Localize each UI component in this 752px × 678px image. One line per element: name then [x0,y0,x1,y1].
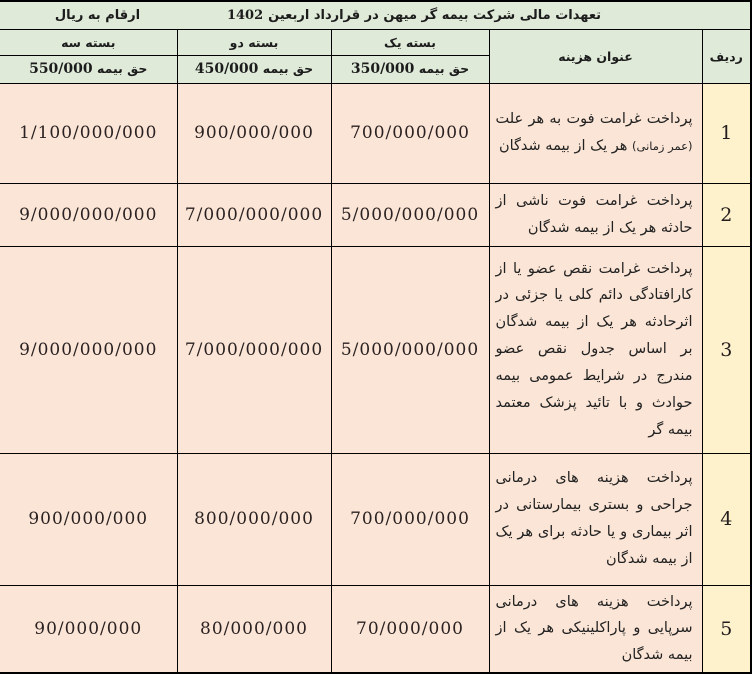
premium-amount: 350/000 [350,61,415,77]
value-package-3: 9/000/000/000 [0,246,177,453]
value-package-1: 700/000/000 [331,453,489,585]
column-header-package-1: بسته یک [331,29,489,55]
page-title-year: 1402 [226,7,264,23]
value-package-3: 1/100/000/000 [0,83,177,183]
page-title [78,2,750,29]
value-package-1: 5/000/000/000 [331,183,489,246]
title-cell [0,1,751,29]
value-package-1: 5/000/000/000 [331,246,489,453]
title-row [0,1,751,29]
expense-text: پرداخت غرامت فوت به هر علت [495,111,693,128]
value-package-3: 90/000/000 [0,585,177,673]
table-row [0,453,751,585]
value-package-2: 80/000/000 [177,585,331,673]
premium-label: حق بیمه [97,61,148,76]
value-package-2: 900/000/000 [177,83,331,183]
premium-amount: 550/000 [29,61,93,77]
column-header-package-3: بسته سه [0,29,177,55]
table-row [0,585,751,673]
value-package-2: 7/000/000/000 [177,183,331,246]
table-row [0,83,751,183]
expense-description: پرداخت غرامت فوت ناشی از حادثه هر یک از بیمه شدگان [489,183,702,246]
expense-description [489,83,702,183]
header-row-packages [0,29,751,55]
row-number: 3 [702,246,751,453]
row-number: 2 [702,183,751,246]
premium-package-3 [0,55,177,83]
page-title-text: تعهدات مالی شرکت بیمه گر میهن در قرارداد اربعین [268,7,602,23]
row-number: 5 [702,585,751,673]
expense-description: پرداخت هزینه های درمانی جراحی و بستری بیمارستانی در اثر بیماری و یا حادثه برای هر یک از بیمه شدگان [489,453,702,585]
expense-text: هر یک از بیمه شدگان [498,138,632,154]
table-row [0,246,751,453]
expense-text-small: (عمر زمانی) [632,139,693,153]
value-package-3: 9/000/000/000 [0,183,177,246]
table-row [0,183,751,246]
premium-package-2 [177,55,331,83]
premium-label: حق بیمه [262,61,314,76]
value-package-1: 70/000/000 [331,585,489,673]
column-header-package-2: بسته دو [177,29,331,55]
expense-description: پرداخت هزینه های درمانی سرپایی و پاراکلینیکی هر یک از بیمه شدگان [489,585,702,673]
expense-description: پرداخت غرامت نقص عضو یا از کارافتادگی دائم کلی یا جزئی در اثرحادثه هر یک از بیمه شدگان بر اساس جدول نقص عضو مندرج در شرایط عمومی بیمه حوادث و با تائید پزشک معتمد بیمه گر [489,246,702,453]
currency-note: ارقام به ریال [54,7,141,23]
column-header-expense-title: عنوان هزینه [489,29,702,83]
row-number: 1 [702,83,751,183]
value-package-3: 900/000/000 [0,453,177,585]
row-number: 4 [702,453,751,585]
value-package-1: 700/000/000 [331,83,489,183]
premium-amount: 450/000 [194,61,259,77]
premium-package-1 [331,55,489,83]
column-header-row-no: ردیف [702,29,751,83]
value-package-2: 800/000/000 [177,453,331,585]
premium-label: حق بیمه [418,61,470,76]
value-package-2: 7/000/000/000 [177,246,331,453]
